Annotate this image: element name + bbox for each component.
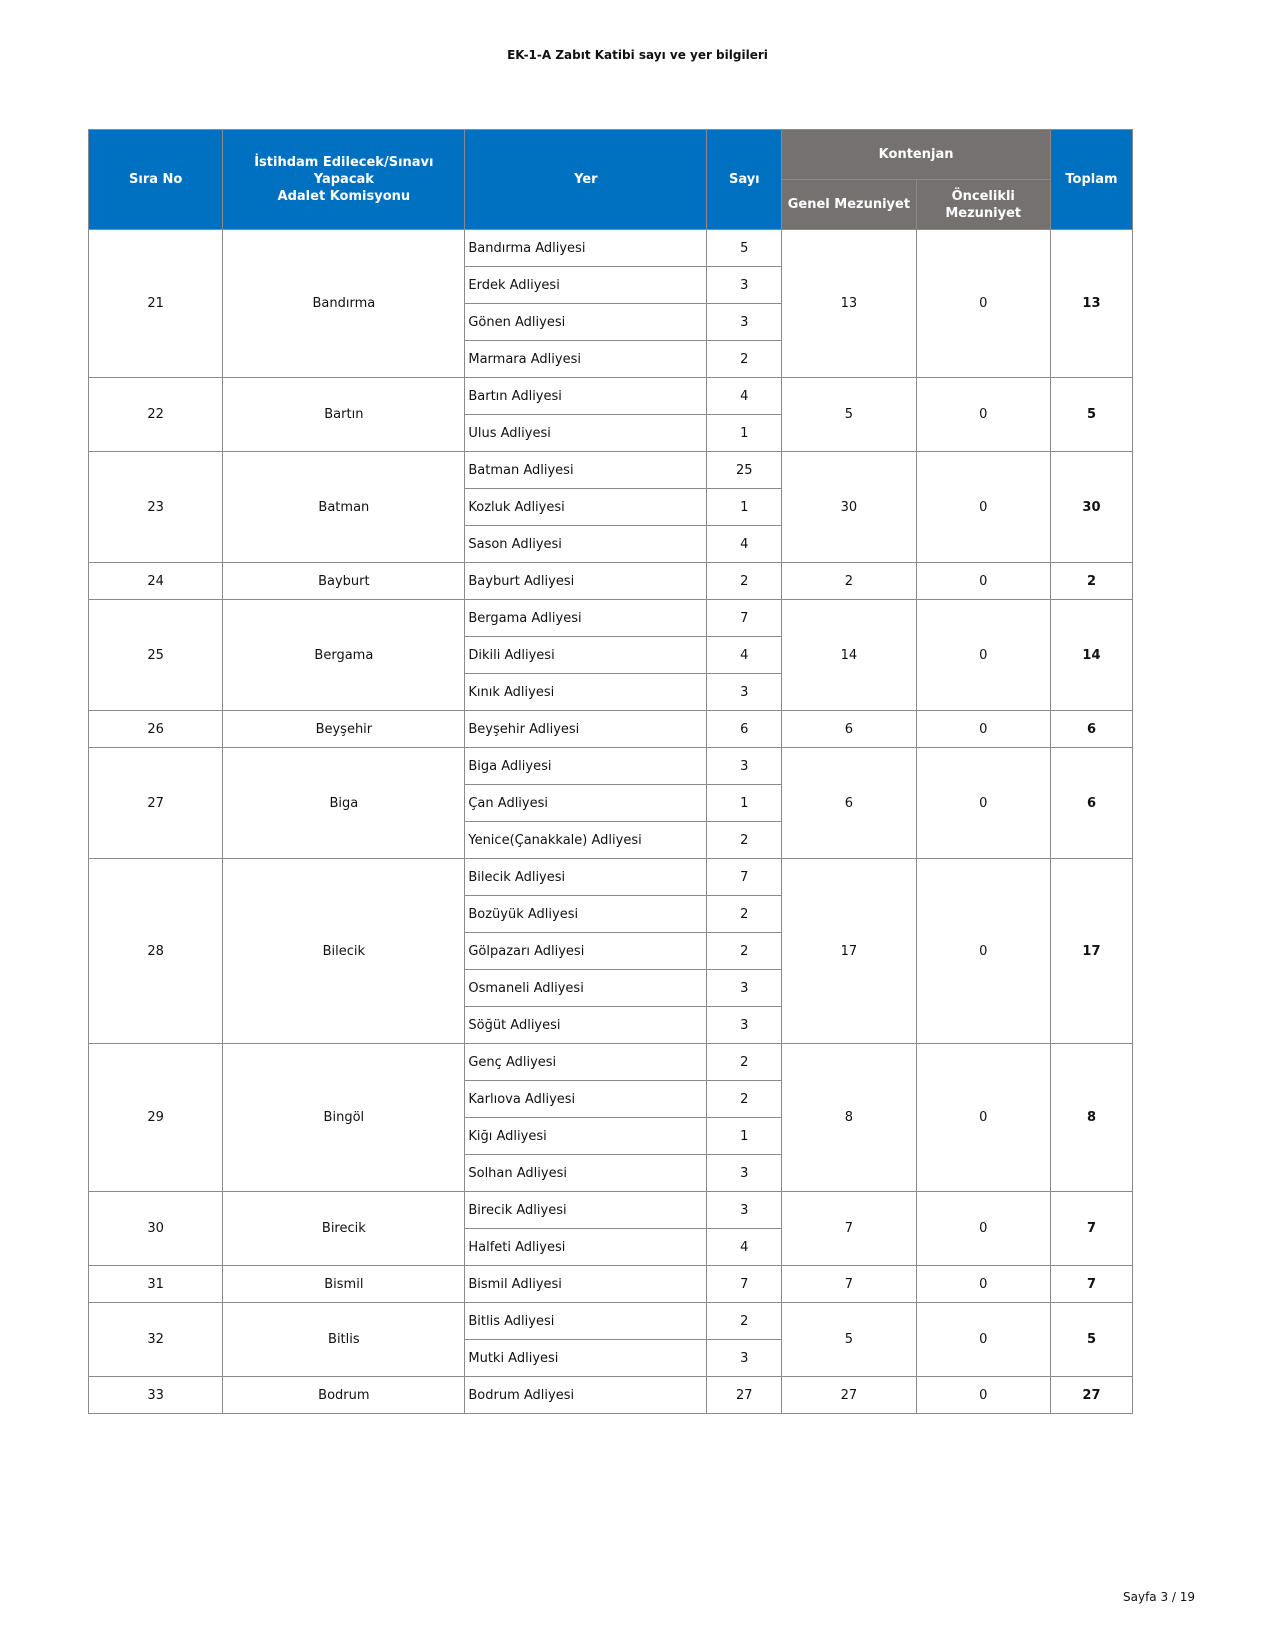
cell-sayi: 2 <box>707 1044 782 1081</box>
cell-yer: Birecik Adliyesi <box>465 1192 707 1229</box>
header-sira-no: Sıra No <box>89 130 223 230</box>
cell-yer: Sason Adliyesi <box>465 526 707 563</box>
cell-genel-mezuniyet: 6 <box>782 711 916 748</box>
cell-sayi: 3 <box>707 748 782 785</box>
cell-sira-no: 33 <box>89 1377 223 1414</box>
cell-genel-mezuniyet: 14 <box>782 600 916 711</box>
cell-genel-mezuniyet: 5 <box>782 1303 916 1377</box>
cell-sayi: 7 <box>707 600 782 637</box>
cell-yer: Bandırma Adliyesi <box>465 230 707 267</box>
header-oncelikli-line: Mezuniyet <box>945 205 1022 221</box>
cell-komisyon: Bingöl <box>223 1044 465 1192</box>
cell-oncelikli-mezuniyet: 0 <box>916 452 1050 563</box>
cell-toplam: 14 <box>1050 600 1132 711</box>
cell-toplam: 7 <box>1050 1192 1132 1266</box>
cell-yer: Erdek Adliyesi <box>465 267 707 304</box>
cell-sayi: 2 <box>707 1081 782 1118</box>
table-row <box>89 563 1133 600</box>
cell-oncelikli-mezuniyet: 0 <box>916 1377 1050 1414</box>
cell-yer: Bayburt Adliyesi <box>465 563 707 600</box>
cell-komisyon: Bitlis <box>223 1303 465 1377</box>
header-toplam: Toplam <box>1050 130 1132 230</box>
cell-toplam: 30 <box>1050 452 1132 563</box>
cell-sira-no: 23 <box>89 452 223 563</box>
table-row <box>89 1266 1133 1303</box>
cell-yer: Osmaneli Adliyesi <box>465 970 707 1007</box>
cell-sira-no: 27 <box>89 748 223 859</box>
cell-sayi: 4 <box>707 637 782 674</box>
table-row <box>89 1044 1133 1081</box>
staffing-table <box>88 129 1133 1414</box>
cell-sayi: 3 <box>707 267 782 304</box>
cell-yer: Gönen Adliyesi <box>465 304 707 341</box>
cell-komisyon: Bilecik <box>223 859 465 1044</box>
cell-yer: Beyşehir Adliyesi <box>465 711 707 748</box>
cell-toplam: 27 <box>1050 1377 1132 1414</box>
cell-yer: Kozluk Adliyesi <box>465 489 707 526</box>
cell-sira-no: 26 <box>89 711 223 748</box>
cell-sira-no: 24 <box>89 563 223 600</box>
cell-sira-no: 29 <box>89 1044 223 1192</box>
cell-sayi: 4 <box>707 378 782 415</box>
cell-genel-mezuniyet: 6 <box>782 748 916 859</box>
header-genel-mezuniyet: Genel Mezuniyet <box>782 180 916 230</box>
cell-toplam: 8 <box>1050 1044 1132 1192</box>
table-row <box>89 1192 1133 1229</box>
cell-sayi: 2 <box>707 563 782 600</box>
table-row <box>89 859 1133 896</box>
cell-yer: Marmara Adliyesi <box>465 341 707 378</box>
cell-sira-no: 28 <box>89 859 223 1044</box>
table-row <box>89 748 1133 785</box>
cell-sayi: 2 <box>707 341 782 378</box>
cell-yer: Karlıova Adliyesi <box>465 1081 707 1118</box>
cell-yer: Batman Adliyesi <box>465 452 707 489</box>
cell-komisyon: Biga <box>223 748 465 859</box>
cell-genel-mezuniyet: 17 <box>782 859 916 1044</box>
cell-toplam: 5 <box>1050 378 1132 452</box>
cell-sayi: 3 <box>707 970 782 1007</box>
cell-oncelikli-mezuniyet: 0 <box>916 1303 1050 1377</box>
table-row <box>89 1377 1133 1414</box>
cell-yer: Çan Adliyesi <box>465 785 707 822</box>
cell-komisyon: Bartın <box>223 378 465 452</box>
cell-sira-no: 21 <box>89 230 223 378</box>
table-row <box>89 711 1133 748</box>
cell-komisyon: Bandırma <box>223 230 465 378</box>
page-number: Sayfa 3 / 19 <box>1123 1590 1196 1604</box>
cell-yer: Yenice(Çanakkale) Adliyesi <box>465 822 707 859</box>
cell-genel-mezuniyet: 30 <box>782 452 916 563</box>
header-komisyon-line: İstihdam Edilecek/Sınavı <box>254 155 434 170</box>
header-sayi: Sayı <box>707 130 782 230</box>
cell-komisyon: Bismil <box>223 1266 465 1303</box>
cell-oncelikli-mezuniyet: 0 <box>916 600 1050 711</box>
cell-sayi: 3 <box>707 1192 782 1229</box>
cell-genel-mezuniyet: 2 <box>782 563 916 600</box>
table-row <box>89 230 1133 267</box>
cell-yer: Bitlis Adliyesi <box>465 1303 707 1340</box>
cell-oncelikli-mezuniyet: 0 <box>916 1044 1050 1192</box>
header-oncelikli-mezuniyet <box>916 180 1050 230</box>
cell-sayi: 1 <box>707 415 782 452</box>
header-komisyon-line: Yapacak <box>313 172 374 187</box>
cell-yer: Gölpazarı Adliyesi <box>465 933 707 970</box>
cell-oncelikli-mezuniyet: 0 <box>916 563 1050 600</box>
cell-oncelikli-mezuniyet: 0 <box>916 1192 1050 1266</box>
cell-genel-mezuniyet: 5 <box>782 378 916 452</box>
cell-genel-mezuniyet: 8 <box>782 1044 916 1192</box>
cell-sayi: 3 <box>707 674 782 711</box>
header-oncelikli-line: Öncelikli <box>951 188 1015 204</box>
table-row <box>89 452 1133 489</box>
table-row <box>89 1303 1133 1340</box>
cell-sayi: 1 <box>707 785 782 822</box>
cell-toplam: 7 <box>1050 1266 1132 1303</box>
cell-yer: Dikili Adliyesi <box>465 637 707 674</box>
cell-komisyon: Bayburt <box>223 563 465 600</box>
cell-yer: Kınık Adliyesi <box>465 674 707 711</box>
header-kontenjan: Kontenjan <box>782 130 1051 180</box>
table-row <box>89 600 1133 637</box>
cell-sayi: 3 <box>707 1155 782 1192</box>
document-title: EK-1-A Zabıt Katibi sayı ve yer bilgileri <box>507 48 768 62</box>
cell-oncelikli-mezuniyet: 0 <box>916 859 1050 1044</box>
table-row <box>89 378 1133 415</box>
cell-sayi: 2 <box>707 822 782 859</box>
cell-sayi: 2 <box>707 933 782 970</box>
cell-komisyon: Bergama <box>223 600 465 711</box>
cell-toplam: 17 <box>1050 859 1132 1044</box>
cell-oncelikli-mezuniyet: 0 <box>916 748 1050 859</box>
cell-genel-mezuniyet: 7 <box>782 1266 916 1303</box>
cell-sayi: 7 <box>707 1266 782 1303</box>
cell-sayi: 2 <box>707 896 782 933</box>
table-body <box>89 230 1133 1414</box>
cell-sayi: 1 <box>707 489 782 526</box>
header-komisyon-line: Adalet Komisyonu <box>277 189 411 204</box>
header-yer: Yer <box>465 130 707 230</box>
cell-sayi: 3 <box>707 304 782 341</box>
cell-yer: Halfeti Adliyesi <box>465 1229 707 1266</box>
cell-sayi: 6 <box>707 711 782 748</box>
cell-komisyon: Batman <box>223 452 465 563</box>
cell-oncelikli-mezuniyet: 0 <box>916 378 1050 452</box>
cell-oncelikli-mezuniyet: 0 <box>916 1266 1050 1303</box>
cell-toplam: 5 <box>1050 1303 1132 1377</box>
cell-sayi: 25 <box>707 452 782 489</box>
cell-yer: Biga Adliyesi <box>465 748 707 785</box>
cell-sayi: 3 <box>707 1340 782 1377</box>
cell-sira-no: 31 <box>89 1266 223 1303</box>
cell-yer: Bozüyük Adliyesi <box>465 896 707 933</box>
cell-toplam: 2 <box>1050 563 1132 600</box>
cell-yer: Bismil Adliyesi <box>465 1266 707 1303</box>
cell-sira-no: 25 <box>89 600 223 711</box>
cell-yer: Bartın Adliyesi <box>465 378 707 415</box>
cell-sayi: 2 <box>707 1303 782 1340</box>
cell-sayi: 27 <box>707 1377 782 1414</box>
cell-sayi: 5 <box>707 230 782 267</box>
cell-yer: Kiğı Adliyesi <box>465 1118 707 1155</box>
header-komisyon <box>223 130 465 230</box>
cell-yer: Genç Adliyesi <box>465 1044 707 1081</box>
cell-sayi: 4 <box>707 1229 782 1266</box>
cell-sayi: 4 <box>707 526 782 563</box>
cell-toplam: 6 <box>1050 711 1132 748</box>
cell-sayi: 3 <box>707 1007 782 1044</box>
cell-yer: Ulus Adliyesi <box>465 415 707 452</box>
cell-yer: Söğüt Adliyesi <box>465 1007 707 1044</box>
cell-oncelikli-mezuniyet: 0 <box>916 711 1050 748</box>
cell-komisyon: Bodrum <box>223 1377 465 1414</box>
cell-sira-no: 22 <box>89 378 223 452</box>
cell-komisyon: Beyşehir <box>223 711 465 748</box>
cell-yer: Mutki Adliyesi <box>465 1340 707 1377</box>
cell-yer: Bergama Adliyesi <box>465 600 707 637</box>
cell-genel-mezuniyet: 7 <box>782 1192 916 1266</box>
cell-genel-mezuniyet: 13 <box>782 230 916 378</box>
cell-sayi: 7 <box>707 859 782 896</box>
cell-yer: Solhan Adliyesi <box>465 1155 707 1192</box>
cell-toplam: 6 <box>1050 748 1132 859</box>
cell-sayi: 1 <box>707 1118 782 1155</box>
cell-komisyon: Birecik <box>223 1192 465 1266</box>
cell-oncelikli-mezuniyet: 0 <box>916 230 1050 378</box>
cell-sira-no: 30 <box>89 1192 223 1266</box>
cell-toplam: 13 <box>1050 230 1132 378</box>
cell-yer: Bodrum Adliyesi <box>465 1377 707 1414</box>
cell-sira-no: 32 <box>89 1303 223 1377</box>
cell-yer: Bilecik Adliyesi <box>465 859 707 896</box>
cell-genel-mezuniyet: 27 <box>782 1377 916 1414</box>
